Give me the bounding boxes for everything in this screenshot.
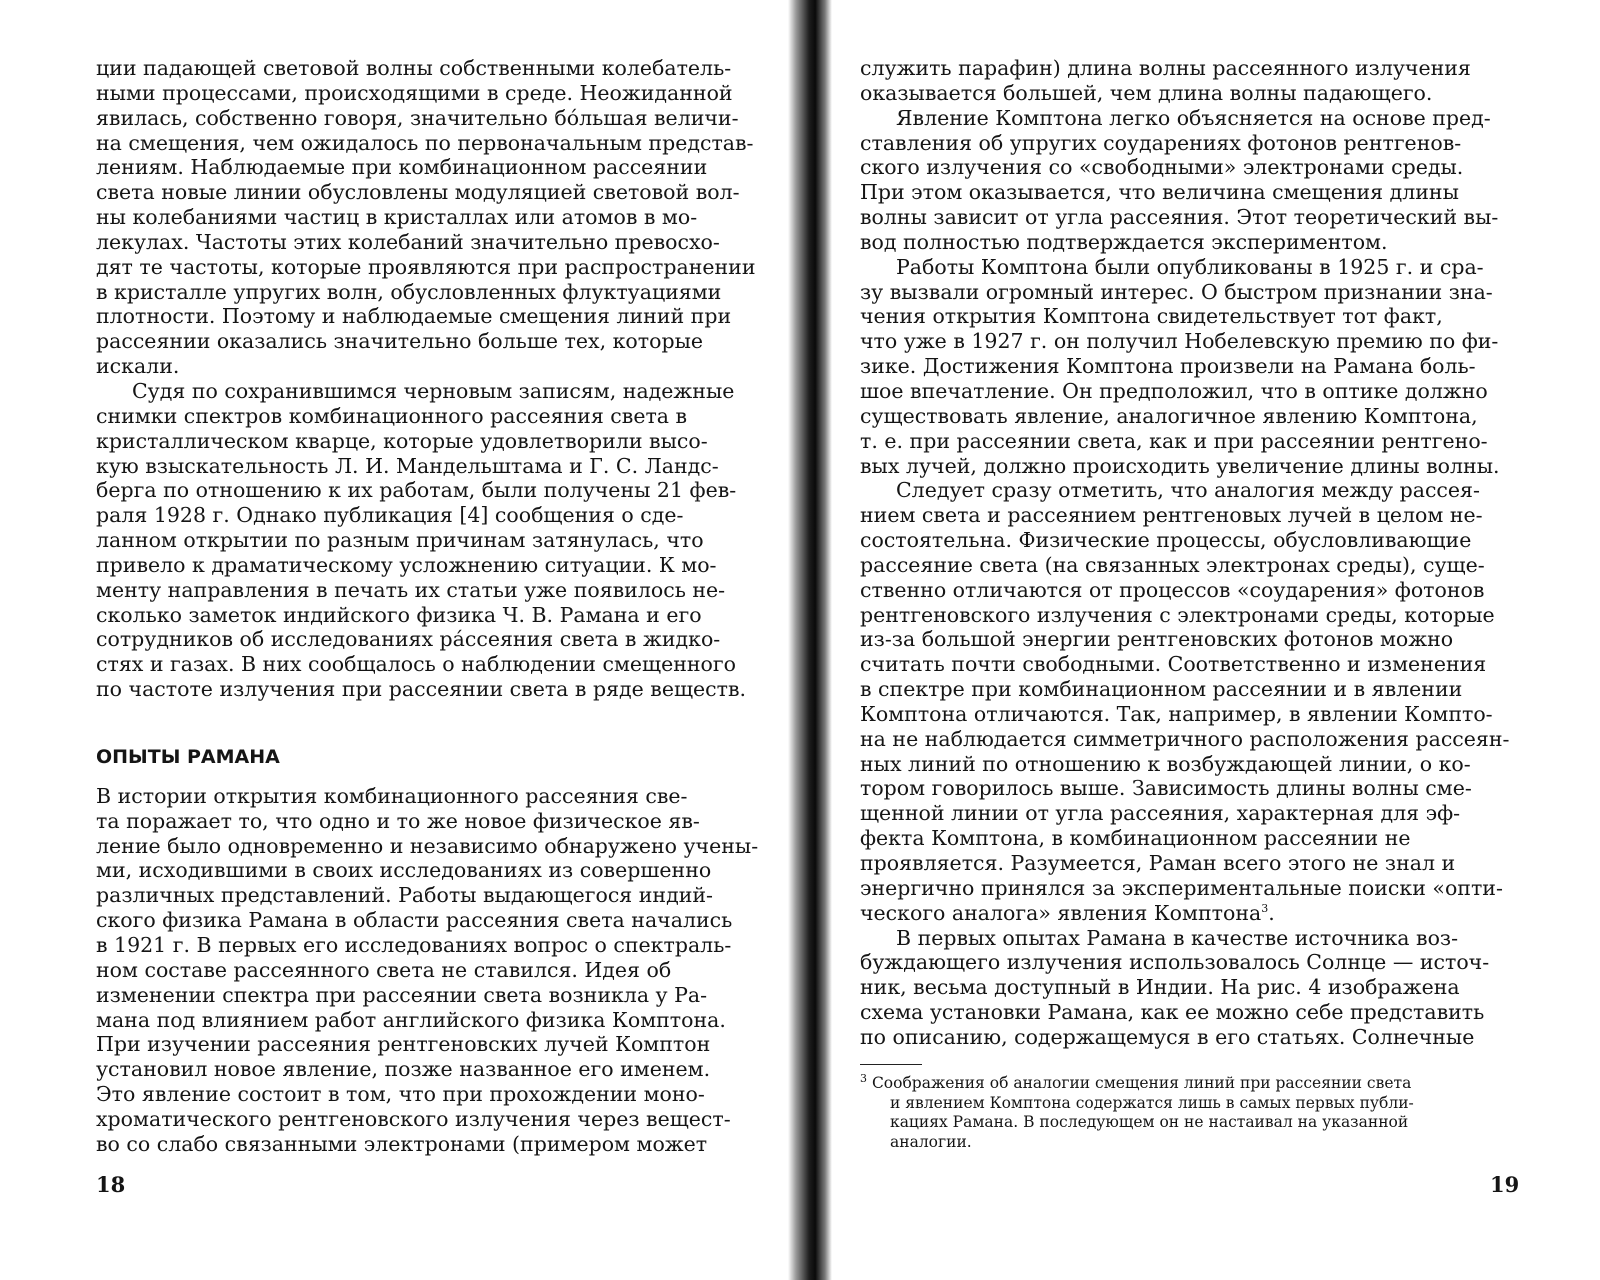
text-line: рентгеновского излучения с электронами среды, которые <box>860 602 1495 627</box>
footnote-line: аналогии. <box>890 1132 972 1151</box>
footnote-reference: 3 <box>1261 901 1269 915</box>
text-line: рассеяние света (на связанных электронах среды), суще- <box>860 552 1485 577</box>
text-line: плотности. Поэтому и наблюдаемые смещения линий при <box>96 304 732 329</box>
text-line: Судя по сохранившимся черновым записям, надежные <box>132 378 735 403</box>
right-paragraph-3 <box>860 255 1520 479</box>
text-line: различных представлений. Работы выдающегося индий- <box>96 883 713 908</box>
text-line: В первых опытах Рамана в качестве источника воз- <box>896 925 1459 950</box>
text-line: ского физика Рамана в области рассеяния света начались <box>96 908 733 933</box>
text-line: ными процессами, происходящими в среде. Неожиданной <box>96 80 733 105</box>
text-line: во со слабо связанными электронами (примером может <box>96 1131 708 1156</box>
book-gutter <box>788 0 832 1280</box>
text-line: схема установки Рамана, как ее можно себе представить <box>860 1000 1485 1025</box>
footnote-line: кациях Рамана. В последующем он не настаивал на указанной <box>890 1113 1409 1131</box>
text-line: кую взыскательность Л. И. Мандельштама и Г. С. Ландс- <box>96 453 719 478</box>
text-line: в 1921 г. В первых его исследованиях вопрос о спектраль- <box>96 933 732 957</box>
text-line: Это явление состоит в том, что при прохождении моно- <box>96 1082 705 1107</box>
text-line: берга по отношению к их работам, были получены 21 фев- <box>96 478 737 503</box>
text-line: хроматического рентгеновского излучения через вещест- <box>96 1106 731 1131</box>
text-line: стях и газах. В них сообщалось о наблюдении смещенного <box>96 652 736 677</box>
footnote-line <box>860 1071 1520 1094</box>
text-line: При этом оказывается, что величина смещения длины <box>860 180 1459 205</box>
text-line: состоятельна. Физические процессы, обусловливающие <box>860 528 1472 553</box>
text-line: щенной линии от угла рассеяния, характерная для эф- <box>860 801 1461 826</box>
text-line: ставления об упругих соударениях фотонов рентгенов- <box>860 130 1462 155</box>
text-line: буждающего излучения использовалось Солнце — источ- <box>860 950 1490 975</box>
footnote-rule <box>860 1064 922 1065</box>
text-line: сотрудников об исследованиях ра́ссеяния света в жидко- <box>96 627 721 652</box>
text-line-content: ческого аналога» явления Комптона <box>860 900 1262 925</box>
text-line: на не наблюдается симметричного расположения рассеян- <box>860 726 1510 751</box>
text-line: чения открытия Комптона свидетельствует тот факт, <box>860 304 1443 329</box>
text-line: изменении спектра при рассеянии света возникла у Ра- <box>96 982 708 1007</box>
footnote-marker: 3 <box>860 1071 867 1085</box>
text-line: служить парафин) длина волны рассеянного излучения <box>860 56 1471 80</box>
text-line: кристаллическом кварце, которые удовлетворили высо- <box>96 428 708 453</box>
text-line: волны зависит от угла рассеяния. Этот теоретический вы- <box>860 205 1499 230</box>
text-line: ции падающей световой волны собственными колебатель- <box>96 56 732 80</box>
left-paragraph-1 <box>96 56 756 379</box>
right-paragraph-4 <box>860 478 1520 925</box>
text-line: зике. Достижения Комптона произвели на Рамана боль- <box>860 354 1476 379</box>
text-line: Следует сразу отметить, что аналогия между рассея- <box>896 478 1480 503</box>
text-line: оказывается большей, чем длина волны падающего. <box>860 80 1433 105</box>
text-line: мана под влиянием работ английского физика Комптона. <box>96 1007 726 1032</box>
text-line: ми, исходившими в своих исследованиях из совершенно <box>96 858 712 883</box>
text-line: При изучении рассеяния рентгеновских лучей Комптон <box>96 1032 711 1057</box>
text-line: в кристалле упругих волн, обусловленных флуктуациями <box>96 279 722 304</box>
text-line: раля 1928 г. Однако публикация [4] сообщения о сде- <box>96 503 684 528</box>
text-line: лекулах. Частоты этих колебаний значительно превосхо- <box>96 229 720 254</box>
text-line: проявляется. Разумеется, Раман всего этого не знал и <box>860 851 1456 875</box>
text-line: искали. <box>96 354 180 379</box>
text-line: вод полностью подтверждается экспериментом. <box>860 229 1388 254</box>
text-line: рассеянии оказались значительно больше тех, которые <box>96 329 704 354</box>
text-line: считать почти свободными. Соответственно и изменения <box>860 652 1487 677</box>
footnote <box>860 1071 1520 1152</box>
text-line: установил новое явление, позже названное его именем. <box>96 1057 711 1082</box>
text-line: нием света и рассеянием рентгеновых лучей в целом не- <box>860 503 1483 528</box>
text-line: вых лучей, должно происходить увеличение длины волны. <box>860 453 1500 478</box>
page-number-right: 19 <box>1490 1172 1520 1197</box>
text-line: на смещения, чем ожидалось по первоначальным представ- <box>96 130 754 155</box>
text-line: энергично принялся за экспериментальные поиски «опти- <box>860 875 1503 900</box>
text-line: снимки спектров комбинационного рассеяния света в <box>96 403 688 428</box>
left-paragraph-2 <box>96 379 756 702</box>
text-line: лениям. Наблюдаемые при комбинационном рассеянии <box>96 155 708 180</box>
text-line: сколько заметок индийского физика Ч. В. Рамана и его <box>96 602 702 627</box>
text-line: Явление Комптона легко объясняется на основе пред- <box>896 105 1491 130</box>
page-number-left: 18 <box>96 1172 126 1197</box>
text-line: явилась, собственно говоря, значительно бо́льшая величи- <box>96 105 739 130</box>
text-line: существовать явление, аналогичное явлению Комптона, <box>860 403 1478 428</box>
footnote-line: и явлением Комптона содержатся лишь в самых первых публи- <box>890 1093 1414 1112</box>
text-line: ственно отличаются от процессов «соударения» фотонов <box>860 577 1485 602</box>
text-line: ных линий по отношению к возбуждающей линии, о ко- <box>860 751 1471 776</box>
text-line: в спектре при комбинационном рассеянии и в явлении <box>860 677 1463 702</box>
text-line: тором говорилось выше. Зависимость длины волны сме- <box>860 776 1472 801</box>
text-line: ление было одновременно и независимо обнаружено учены- <box>96 833 759 858</box>
text-line: по частоте излучения при рассеянии света в ряде веществ. <box>96 677 747 702</box>
text-line: т. е. при рассеянии света, как и при рассеянии рентгено- <box>860 428 1488 453</box>
left-paragraph-3 <box>96 783 759 1157</box>
text-line: ского излучения со «свободными» электронами среды. <box>860 155 1464 180</box>
text-line: та поражает то, что одно и то же новое физическое яв- <box>96 808 700 833</box>
footnote-text: Соображения об аналогии смещения линий при рассеянии света <box>871 1074 1412 1092</box>
section-heading: ОПЫТЫ РАМАНА <box>96 745 280 768</box>
text-line: ны колебаниями частиц в кристаллах или атомов в мо- <box>96 205 698 230</box>
left-page <box>96 56 759 1157</box>
text-line <box>860 901 1520 926</box>
right-paragraph-5 <box>860 926 1520 1050</box>
text-line: Работы Комптона были опубликованы в 1925 г. и сра- <box>896 254 1484 279</box>
text-line: привело к драматическому усложнению ситуации. К мо- <box>96 552 717 577</box>
text-line: фекта Комптона, в комбинационном рассеянии не <box>860 826 1411 851</box>
text-line: ланном открытии по разным причинам затянулась, что <box>96 528 704 553</box>
text-line: шое впечатление. Он предположил, что в оптике должно <box>860 378 1488 403</box>
text-line: дят те частоты, которые проявляются при распространении <box>96 254 756 279</box>
text-line: зу вызвали огромный интерес. О быстром признании зна- <box>860 279 1493 304</box>
text-line: менту направления в печать их статьи уже появилось не- <box>96 577 726 602</box>
right-page <box>860 56 1520 1050</box>
text-line: по описанию, содержащемуся в его статьях. Солнечные <box>860 1024 1475 1049</box>
period: . <box>1268 900 1275 925</box>
text-line: ном составе рассеянного света не ставился. Идея об <box>96 957 672 982</box>
text-line: ник, весьма доступный в Индии. На рис. 4 изображена <box>860 975 1460 1000</box>
text-line: что уже в 1927 г. он получил Нобелевскую премию по фи- <box>860 329 1499 354</box>
text-line: из-за большой энергии рентгеновских фотонов можно <box>860 627 1454 652</box>
right-paragraph-2 <box>860 106 1520 255</box>
text-line: Комптона отличаются. Так, например, в явлении Компто- <box>860 701 1493 726</box>
text-line: света новые линии обусловлены модуляцией световой вол- <box>96 180 740 205</box>
right-paragraph-1 <box>860 56 1520 106</box>
text-line: В истории открытия комбинационного рассеяния све- <box>96 783 688 808</box>
